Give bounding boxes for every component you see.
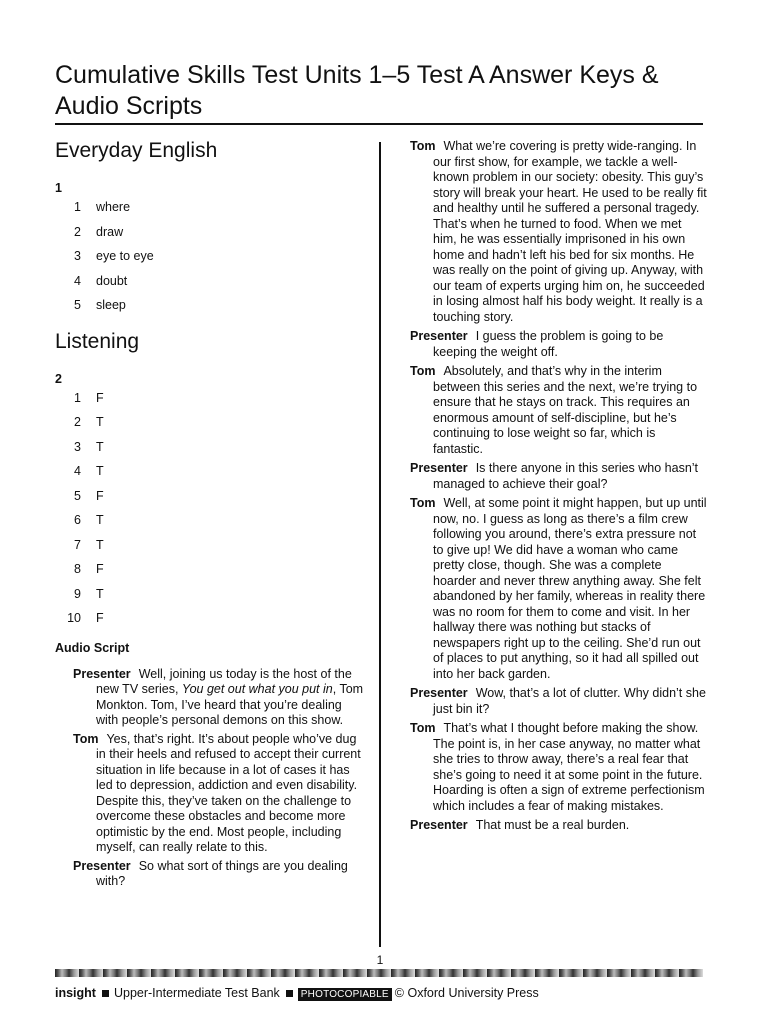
answer-item [55,195,367,220]
answer-text: doubt [96,273,128,288]
speaker-name: Tom [73,731,99,746]
photocopiable-badge: PHOTOCOPIABLE [298,988,392,1001]
audio-script-right [410,139,708,834]
script-text: Yes, that’s right. It’s about people who’ve dug in their heels and refused to accept their current situation in life because in a lot of cases it has led to depression, addiction and even disability. Despite this, they’ve taken on the challenge to overcome these obstacles and become more optimistic by the end. Most people, including myself, can really relate to this. [96,731,361,854]
column-divider [379,142,381,947]
answer-number: 5 [74,488,81,503]
script-line [73,859,367,890]
footer-book-title: Upper-Intermediate Test Bank [113,986,280,1000]
answer-item [55,410,367,435]
answer-text: where [96,200,131,214]
script-text: Wow, that’s a lot of clutter. Why didn’t she just bin it? [433,686,706,716]
script-text: That’s what I thought before making the show. The point is, in her case anyway, no matter what she tries to throw away, there’s a real fear that she’s going to need it at some point in the future. Hoarding is often a sign of extreme perfectionism which includes a fear of making mistakes. [433,721,705,813]
answer-item [55,435,367,460]
answer-text: T [96,464,104,478]
left-column [55,137,367,893]
answer-number: 5 [74,298,81,312]
answer-number: 10 [67,611,81,625]
right-column [410,137,708,838]
script-line [73,667,367,729]
script-text: , Tom Monkton. Tom, I’ve heard that you’re dealing with people’s personal demons on this show. [96,682,364,727]
answer-item [55,508,367,533]
script-line [410,496,708,682]
answer-text: T [96,439,104,454]
script-line [410,139,708,325]
script-text: Absolutely, and that’s why in the interim between this series and the next, we’re trying to ensure that he stays on track. This requires an enormous amount of self-discipline, but he’s continuing to lose weight so far, which is fantastic. [433,364,698,456]
answer-text: sleep [96,298,126,312]
script-line [410,686,708,717]
page-title: Cumulative Skills Test Units 1–5 Test A Answer Keys & Audio Scripts [55,61,659,120]
answer-item [55,533,367,558]
square-bullet-icon [286,990,293,997]
answer-item [55,269,367,294]
answer-number: 2 [74,224,81,239]
speaker-name: Presenter [73,858,131,873]
script-line [410,461,708,492]
answer-text: F [96,611,104,625]
answer-item [55,484,367,509]
everyday-english-heading: Everyday English [55,139,218,162]
answer-text: T [96,586,104,601]
answer-number: 1 [74,390,81,405]
speaker-name: Presenter [410,818,468,832]
answer-number: 1 [74,200,81,214]
question-number-1: 1 [55,181,62,195]
script-line [73,732,367,856]
answer-text: F [96,488,104,503]
answer-item [55,606,367,631]
answer-number: 4 [74,273,81,288]
script-text: Well, joining us today is the host of the new TV series, [96,666,352,696]
speaker-name: Presenter [410,686,468,700]
answer-item [55,386,367,411]
answer-text: eye to eye [96,249,154,263]
answer-number: 9 [74,586,81,601]
script-text: Is there anyone in this series who hasn’t managed to achieve their goal? [433,461,699,491]
script-text: I guess the problem is going to be keeping the weight off. [433,329,664,359]
speaker-name: Tom [410,364,436,378]
script-line [410,364,708,457]
speaker-name: Presenter [73,666,131,681]
footer-brand: insight [55,986,96,1000]
listening-answers [55,386,367,631]
script-text: That must be a real burden. [475,818,630,832]
speaker-name: Tom [410,496,436,510]
answer-number: 3 [74,439,81,454]
answer-number: 3 [74,249,81,263]
answer-text: F [96,390,104,405]
footer-copyright: © Oxford University Press [394,986,539,1000]
answer-text: T [96,415,104,429]
answer-item [55,244,367,269]
listening-heading: Listening [55,329,140,353]
answer-text: F [96,562,104,576]
footer-decorative-band [55,969,703,977]
answer-text: draw [96,224,124,239]
speaker-name: Presenter [410,461,468,475]
answer-number: 4 [74,464,81,478]
answer-number: 8 [74,562,81,576]
script-line [410,818,708,834]
answer-number: 2 [74,415,81,429]
answer-item [55,582,367,607]
speaker-name: Tom [410,139,436,153]
answer-text: T [96,537,104,552]
audio-script-heading: Audio Script [55,640,130,655]
answer-number: 6 [74,513,81,527]
speaker-name: Tom [410,721,436,735]
script-line [410,721,708,814]
question-number-2: 2 [55,371,62,386]
script-line [410,329,708,360]
audio-script-left [55,667,367,890]
script-text: So what sort of things are you dealing with? [96,858,348,888]
answer-item [55,293,367,318]
answer-item [55,557,367,582]
answer-item [55,459,367,484]
script-text: Well, at some point it might happen, but up until now, no. I guess as long as there’s a film crew following you around, there’s extra pressure not to give up! We did have a woman who came pretty close, though. She was a complete hoarder and never threw anything away. She felt abandoned by her family, whereas in reality there was no room for them to come and visit. In her hallway there was nothing but stacks of newspapers right up to the ceiling. She’d run out of places to put anything, so it had all spilled out into her back garden. [433,496,707,681]
page-number: 1 [376,953,384,967]
everyday-english-answers [55,195,367,318]
answer-item [55,220,367,245]
show-title: You get out what you put in [181,682,333,696]
title-rule [55,123,703,125]
answer-number: 7 [74,537,81,552]
speaker-name: Presenter [410,329,468,343]
script-text: What we’re covering is pretty wide-ranging. In our first show, for example, we tackle a well-known problem in our society: obesity. This guy’s story will break your heart. He used to be really fit and healthy until he suffered a personal tragedy. That’s when he turned to food. When we met him, he was essentially imprisoned in his own home and hadn’t left his bed for six months. He was really on the point of giving up. Anyway, with our team of experts urging him on, he succeeded in losing almost half his body weight. It really is a touching story. [433,139,707,324]
footer [55,985,715,1003]
square-bullet-icon [102,990,109,997]
answer-text: T [96,513,104,527]
